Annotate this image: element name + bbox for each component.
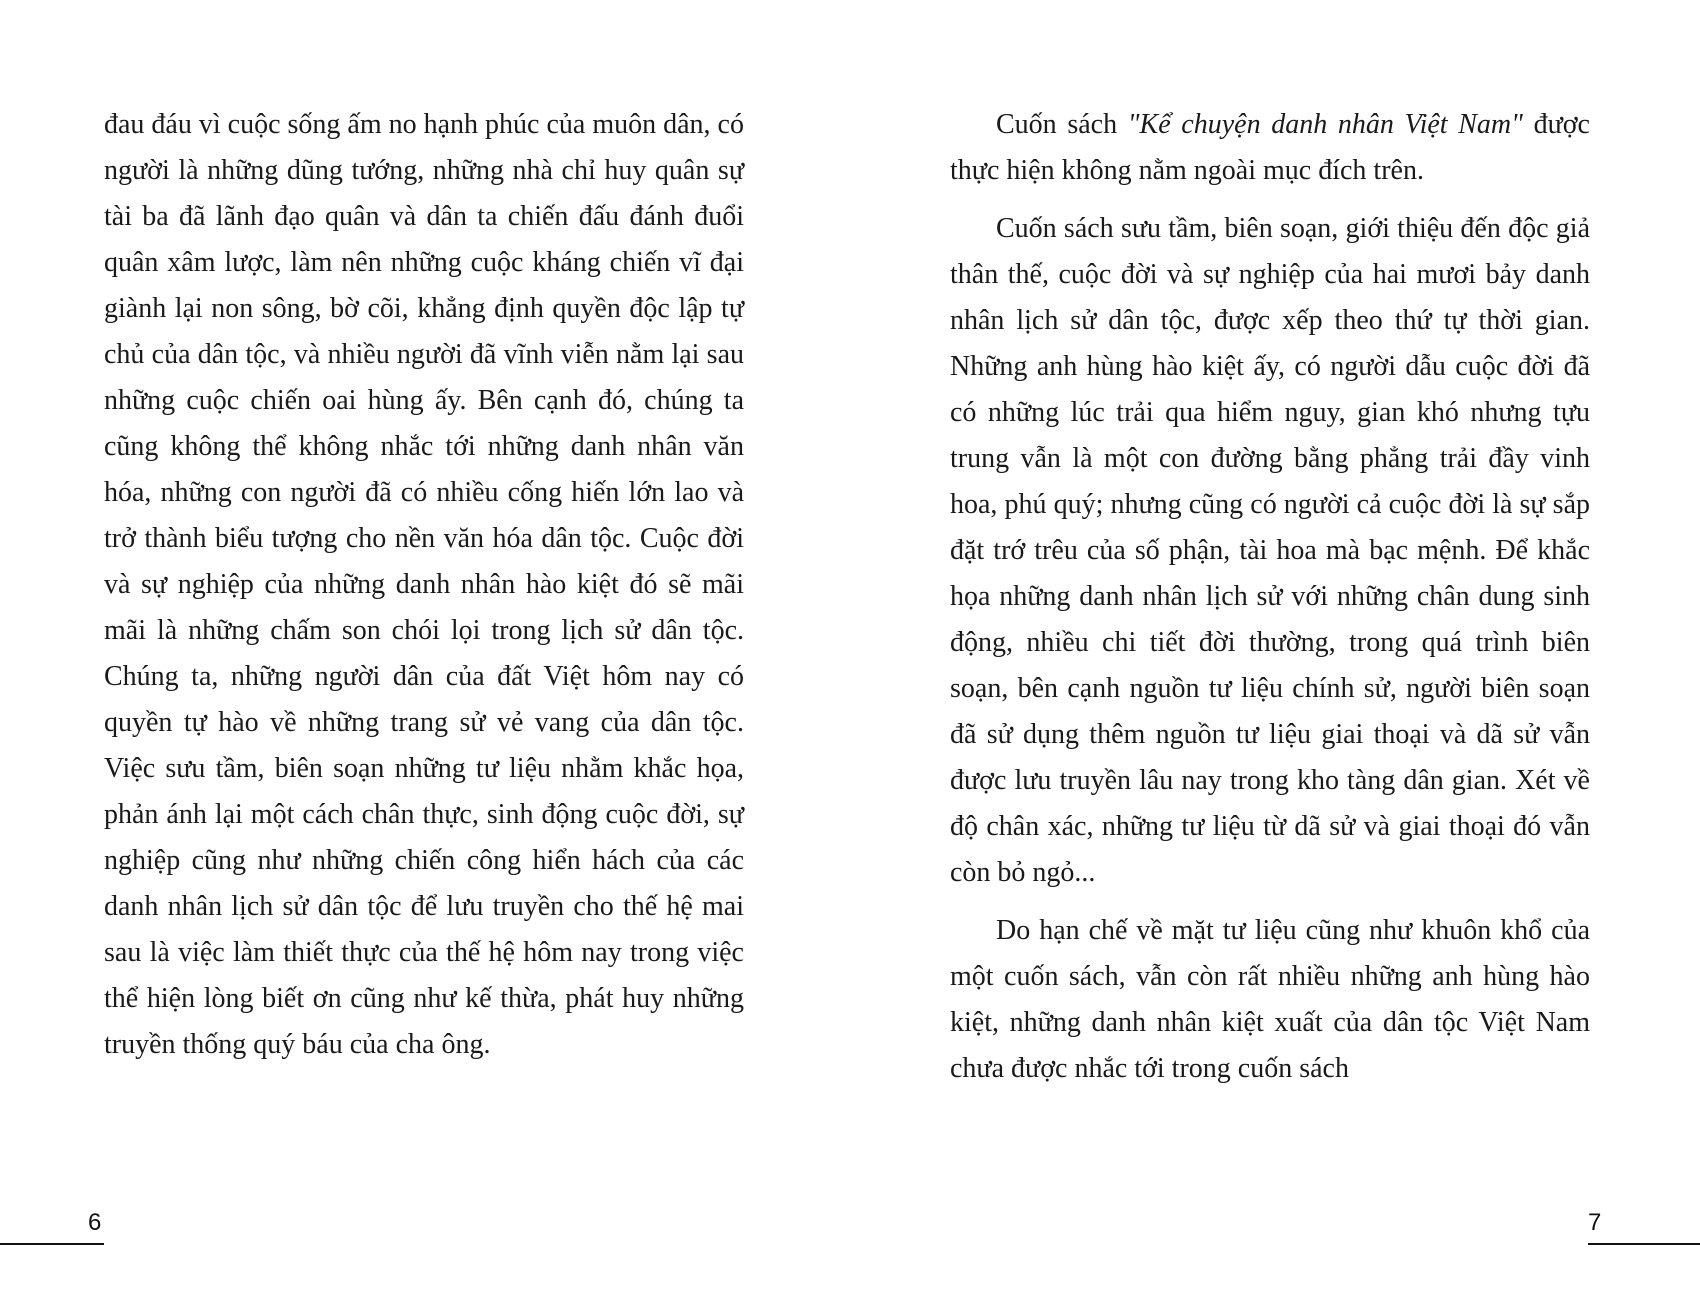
book-intro-suffix: được thực hiện không nằm ngoài mục đích trên. <box>950 109 1590 186</box>
left-paragraph: đau đáu vì cuộc sống ấm no hạnh phúc của muôn dân, có người là những dũng tướng, những nhà chỉ huy quân sự tài ba đã lãnh đạo quân và dân ta chiến đấu đánh đuổi quân xâm lược, làm nên những cuộc kháng chiến vĩ đại giành lại non sông, bờ cõi, khẳng định quyền độc lập tự chủ của dân tộc, và nhiều người đã vĩnh viễn nằm lại sau những cuộc chiến oai hùng ấy. Bên cạnh đó, chúng ta cũng không thể không nhắc tới những danh nhân văn hóa, những con người đã có nhiều cống hiến lớn lao và trở thành biểu tượng cho nền văn hóa dân tộc. Cuộc đời và sự nghiệp của những danh nhân hào kiệt đó sẽ mãi mãi là những chấm son chói lọi trong lịch sử dân tộc. Chúng ta, những người dân của đất Việt hôm nay có quyền tự hào về những trang sử vẻ vang của dân tộc. Việc sưu tầm, biên soạn những tư liệu nhằm khắc họa, phản ánh lại một cách chân thực, sinh động cuộc đời, sự nghiệp cũng như những chiến công hiển hách của các danh nhân lịch sử dân tộc để lưu truyền cho thế hệ mai sau là việc làm thiết thực của thế hệ hôm nay trong việc thể hiện lòng biết ơn cũng như kế thừa, phát huy những truyền thống quý báu của cha ông. <box>104 109 744 1060</box>
right-page-number: 7 <box>1588 1209 1602 1236</box>
right-paragraph-2: Cuốn sách sưu tầm, biên soạn, giới thiệu đến độc giả thân thế, cuộc đời và sự nghiệp của hai mươi bảy danh nhân lịch sử dân tộc, được xếp theo thứ tự thời gian. Những anh hùng hào kiệt ấy, có người dẫu cuộc đời đã có những lúc trải qua hiểm nguy, gian khó nhưng tựu trung vẫn là một con đường bằng phẳng trải đầy vinh hoa, phú quý; nhưng cũng có người cả cuộc đời là sự sắp đặt trớ trêu của số phận, tài hoa mà bạc mệnh. Để khắc họa những danh nhân lịch sử với những chân dung sinh động, nhiều chi tiết đời thường, trong quá trình biên soạn, bên cạnh nguồn tư liệu chính sử, người biên soạn đã sử dụng thêm nguồn tư liệu giai thoại và dã sử vẫn được lưu truyền lâu nay trong kho tàng dân gian. Xét về độ chân xác, những tư liệu từ dã sử và giai thoại đó vẫn còn bỏ ngỏ... <box>950 213 1590 888</box>
left-page-number: 6 <box>88 1209 102 1236</box>
left-footer-rule <box>0 1243 104 1245</box>
right-paragraph-3: Do hạn chế về mặt tư liệu cũng như khuôn khổ của một cuốn sách, vẫn còn rất nhiều những anh hùng hào kiệt, những danh nhân kiệt xuất của dân tộc Việt Nam chưa được nhắc tới trong cuốn sách <box>950 915 1590 1084</box>
right-page-body <box>950 102 1590 1092</box>
book-intro-prefix: Cuốn sách <box>996 109 1128 140</box>
right-page <box>850 0 1700 1294</box>
book-title: "Kể chuyện danh nhân Việt Nam" <box>1127 109 1523 140</box>
left-page-body <box>104 102 744 1068</box>
right-footer-rule <box>1588 1243 1700 1245</box>
right-paragraph-1 <box>950 102 1590 194</box>
